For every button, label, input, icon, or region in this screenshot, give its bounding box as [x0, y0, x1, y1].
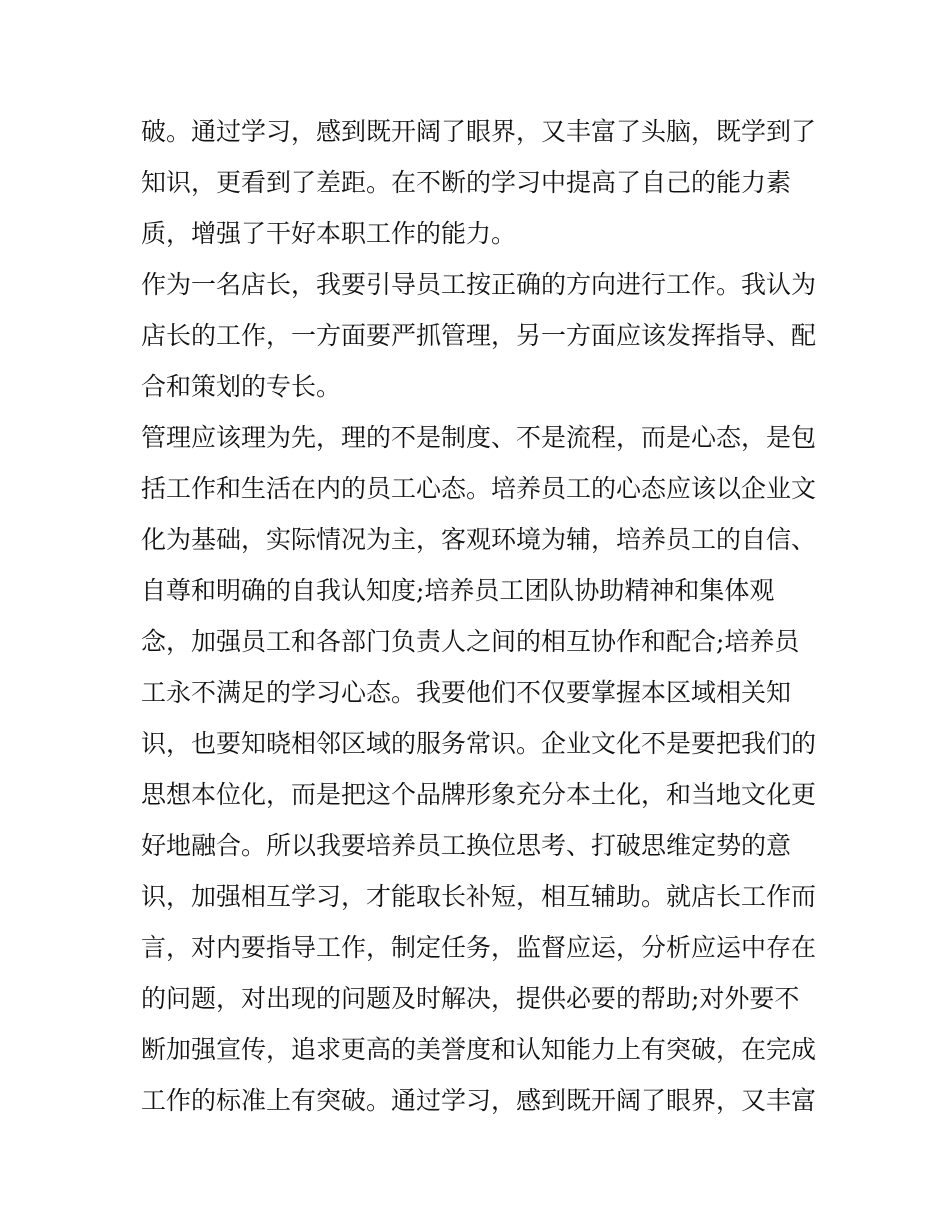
text-line: 言，对内要指导工作，制定任务，监督应运，分析应运中存在: [141, 933, 817, 962]
text-line: 知识，更看到了差距。在不断的学习中提高了自己的能力素: [141, 168, 792, 197]
text-line: 断加强宣传，追求更高的美誉度和认知能力上有突破，在完成: [141, 1035, 817, 1064]
text-line: 质，增强了干好本职工作的能力。: [141, 219, 517, 248]
text-line: 工永不满足的学习心态。我要他们不仅要掌握本区域相关知: [141, 678, 792, 707]
text-line: 店长的工作，一方面要严抓管理，另一方面应该发挥指导、配: [141, 321, 817, 350]
text-line: 工作的标准上有突破。通过学习，感到既开阔了眼界，又丰富: [141, 1086, 817, 1115]
text-line: 识，加强相互学习，才能取长补短，相互辅助。就店长工作而: [141, 882, 817, 911]
text-line: 管理应该理为先，理的不是制度、不是流程，而是心态，是包: [141, 423, 817, 452]
text-line: 好地融合。所以我要培养员工换位思考、打破思维定势的意: [141, 831, 792, 860]
text-line: 破。通过学习，感到既开阔了眼界，又丰富了头脑，既学到了: [141, 117, 817, 146]
text-line: 化为基础，实际情况为主，客观环境为辅，培养员工的自信、: [141, 525, 817, 554]
text-line: 作为一名店长，我要引导员工按正确的方向进行工作。我认为: [141, 270, 817, 299]
text-line: 合和策划的专长。: [141, 372, 342, 401]
text-line: 念，加强员工和各部门负责人之间的相互协作和配合;培养员: [141, 627, 800, 656]
body-text: [141, 106, 821, 1126]
text-line: 括工作和生活在内的员工心态。培养员工的心态应该以企业文: [141, 474, 817, 503]
text-line: 的问题，对出现的问题及时解决，提供必要的帮助;对外要不: [141, 984, 800, 1013]
text-line: 识，也要知晓相邻区域的服务常识。企业文化不是要把我们的: [141, 729, 817, 758]
text-line: 自尊和明确的自我认知度;培养员工团队协助精神和集体观: [141, 576, 775, 605]
text-line: 思想本位化，而是把这个品牌形象充分本土化，和当地文化更: [141, 780, 817, 809]
